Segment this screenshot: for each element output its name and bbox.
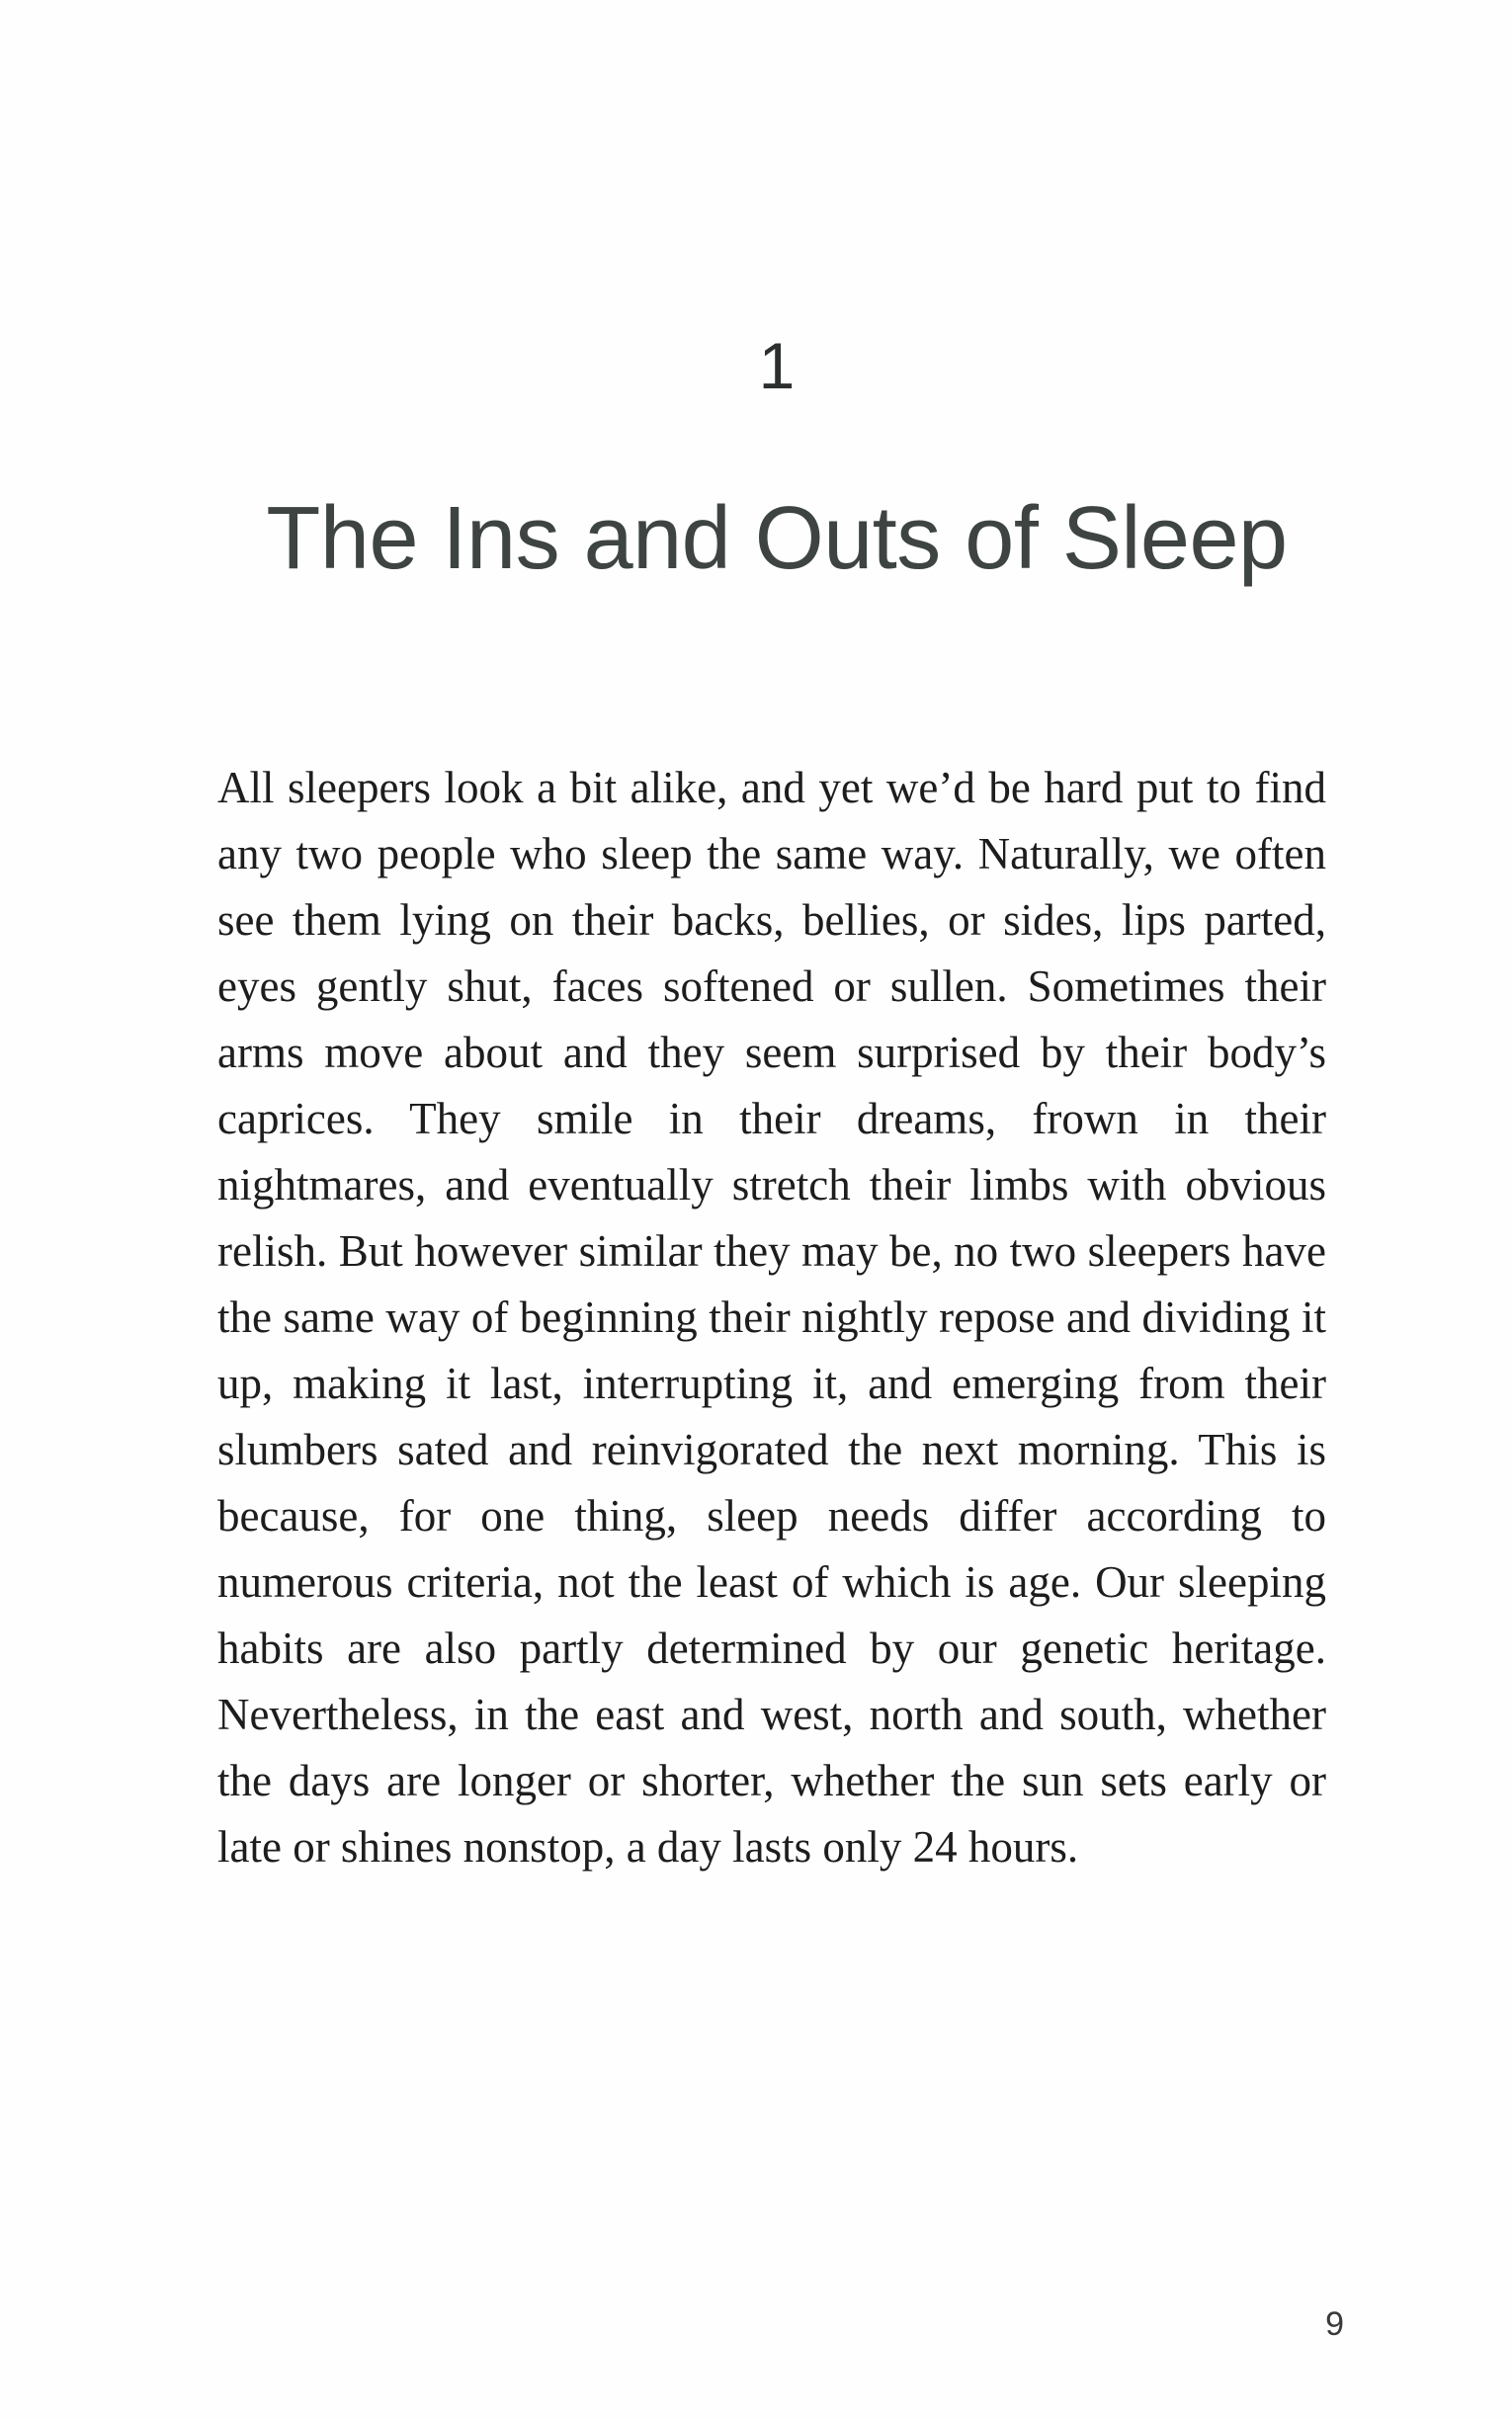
page-number: 9 — [1325, 2305, 1344, 2343]
body-paragraph: All sleepers look a bit alike, and yet we’d be hard put to find any two people who sleep the same way. Naturally, we often see them lying on their backs, bellies, or sides, lips parted, eyes gently shut, faces softened or sullen. Sometimes their arms move about and they seem surprised by their body’s caprices. They smile in their dreams, frown in their nightmares, and eventually stretch their limbs with obvious relish. But however similar they may be, no two sleepers have the same way of beginning their nightly repose and dividing it up, making it last, interrupting it, and emerging from their slumbers sated and reinvigorated the next morning. This is because, for one thing, sleep needs differ according to numerous criteria, not the least of which is age. Our sleeping habits are also partly determined by our genetic heritage. Nevertheless, in the east and west, north and south, whether the days are longer or shorter, whether the sun sets early or late or shines nonstop, a day lasts only 24 hours. — [217, 763, 1326, 1872]
chapter-number: 1 — [758, 329, 796, 402]
chapter-title: The Ins and Outs of Sleep — [266, 489, 1288, 588]
